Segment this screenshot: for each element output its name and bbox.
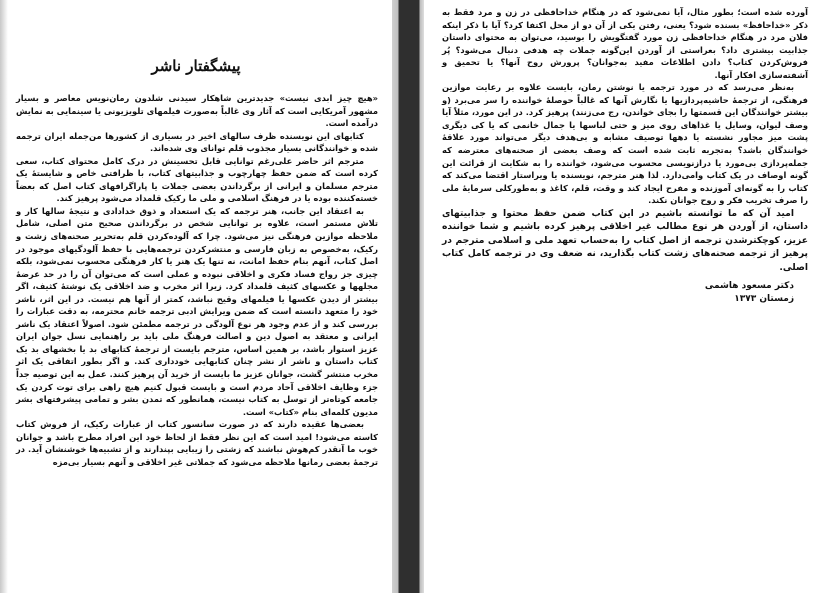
signature-block <box>442 280 808 306</box>
left-page-body <box>16 92 378 468</box>
paragraph: آورده شده است؛ بطور مثال، آیا نمی‌شود که در هنگام خداحافظی در زن و مرد فقط به ذکر «خداحافظ» بسنده شود؟ یعنی، رفتن یکی از آن دو از محل اکتفا کرد؟ آیا با ذکر اینکه فلان مرد در هنگام خداحافظی زن مورد گفتگویش را بوسید، می‌توان به محتوای داستان جذابیت بیشتری داد؟ بعراستی از آوردن این‌گونه جملات چه هدفی دنبال می‌شود؟ پُر فروش‌کردن کتاب؟ دادن اطلاعات مفید به‌جوانان؟ پرورش روح آنها؟ یا تحمیق و آشفته‌سازی افکار آنها. <box>442 7 808 80</box>
book-spine-gutter <box>392 0 424 593</box>
paragraph: امید آن که ما توانسته باشیم در این کتاب ضمن حفظ محتوا و جذابیتهای داستان، از آوردن هر نوع مطالب غیر اخلاقی پرهیز کرده باشیم و شما خواننده عزیز، کوچکترشدن ترجمه از اصل کتاب را به‌حساب تعهد ملی و اسلامی مترجم در پرهیز از ترجمه صحنه‌های زشت کتاب بگذارید، نه ضعف وی در ترجمه کامل کتاب اصلی. <box>442 207 808 273</box>
paragraph: بعضی‌ها عقیده دارند که در صورت سانسور کتاب از عبارات رکیک، از فروش کتاب کاسته می‌شود! امید است که این نظر فقط از لحاظ خود این افراد مطرح باشد و جوانان خوب ما آنقدر کم‌هوش نباشند که زشتی را زیبایی بپندارند و از تشبیه‌ها خوشنشان آید. در ترجمهٔ بعضی رمانها ملاحظه می‌شود که جملاتی غیر اخلاقی و آنهم بسیار بی‌مزه <box>16 419 378 467</box>
right-page-body <box>442 6 808 306</box>
paragraph: به اعتقاد این جانب، هنر ترجمه که یک استعداد و ذوق خدادادی و نتیجهٔ سالها کار و تلاش مستمر است، علاوه بر توانایی شخص در برگرداندن صحیح متن اصلی، شامل ملاحظه موازین فرهنگی نیز می‌شود. چرا که آلوده‌کردن قلم به‌تحریر صحنه‌های زشت و رکیک، به‌خصوص به زبان فارسی و منتشرکردن ترجمه‌هایی با حفظ آلودگیهای موجود در اصل کتاب، آنهم بنام حفظ امانت، نه تنها یک هنر یا کار فرهنگی محسوب نمی‌شود، بلکه چیزی جز رواج فساد فکری و اخلاقی نبوده و عملی است که می‌توان آن را در حد عرضهٔ مجلهها و عکسهای کثیف قلمداد کرد. زیرا اثر مخرب و ضد اخلاقی یک نوشتهٔ کثیف، اگر بیشتر از دیدن عکسها یا فیلمهای وقیح نباشد، کمتر از آنها هم نیست. در این اثر، ناشر خود را متعهد دانسته است که ضمن ویرایش ادبی ترجمه خانم محترمه، به دقت عبارات را بررسی کند و از عدم وجود هر نوع آلودگی در ترجمه مطمئن شود. اصولاً اعتقاد یک ناشر ایرانی و معتقد به اصول دین و اصالت فرهنگ ملی باید بر راهنمایی نسل جوان ایران عزیز استوار باشد، بر همین اساس، مترجم بایست از ترجمهٔ کتابهای بد یا بخشهای بد یک کتاب داستان و ناشر از نشر چنان کتابهایی خودداری کند. و اگر بطور اتفاقی یک اثر مخرب منتشر گشت، جوانان عزیز ما بایست از خرید آن پرهیز کنند. عمل به این توصیه جداً جزء وظایف اخلاقی آحاد مردم است و بایست قبول کنیم هیچ راهی برای توت کردن یک جامعه کوتاه‌تر از توسل به کتاب نیست، همانطور که تمدن بشر و تمامی پیشرفتهای بشر مدیون کلمه‌ای بنام «کتاب» است. <box>16 205 378 417</box>
signature-name: دکتر مسعود هاشمی <box>704 281 794 292</box>
paragraph: «هیچ چیز ابدی نیست» جدیدترین شاهکار سیدنی شلدون رمان‌نویس معاصر و بسیار مشهور آمریکایی است که آثار وی غالباً به‌صورت فیلمهای تلویزیونی یا سینمایی به نمایش درآمده است. <box>16 93 378 129</box>
signature-date: زمستان ۱۳۷۳ <box>734 294 794 305</box>
left-page <box>0 0 392 593</box>
paragraph: کتابهای این نویسنده ظرف سالهای اخیر در بسیاری از کشورها من‌جمله ایران ترجمه شده و خوانندگانی بسیار مجذوب قلم توانای وی شده‌اند. <box>16 130 378 154</box>
page-title: پیشگفتار ناشر <box>151 57 241 75</box>
paragraph: به‌نظر می‌رسد که در مورد ترجمه یا نوشتن رمان، بایست علاوه بر رعایت موازین فرهنگی، از ترجمهٔ حاشیه‌پردازیها یا نگارش آنها که غالباً حوصلهٔ خواننده را سر می‌برد (و بیشتر خوانندگان این قسمتها را بجای خواندن، رج می‌زنند) پرهیز کرد. در این مورد، مثلاً آیا وصف لیوان، وسایل یا غذاهای روی میز و حتی لباسها یا جمال خانمی که یا کی دیگری پشت میز مجاور نشسته یا دهها توصیف مشابه و بی‌هدف دیگر می‌تواند مورد علاقهٔ خوانندگان باشد؟ به‌تجربه ثابت شده است که وصف بعضی از صحنه‌های معترضه که جمله‌پردازی بی‌مورد یا درازنویسی محسوب می‌شود، خواننده را به شکایت از قرائت این گونه اوصاف در یک کتاب وامی‌دارد. لذا هنر مترجم، نویسنده یا ویراستار اقتضا می‌کند که کتاب را به گونه‌ای آموزنده و مفرح ایجاد کند و وقت، قلم، کاغذ و به‌طورکلی سرمایهٔ ملی را صرف تخریب فکر و روح جوانان نکند. <box>442 82 808 206</box>
paragraph: مترجم اثر حاضر علی‌رغم توانایی قابل تحسینش در درک کامل محتوای کتاب، سعی کرده است که ضمن حفظ چهارچوب و جذابیتهای کتاب، با ظرافتی خاص و شایستهٔ یک مترجم مسلمان و ایرانی از برگرداندن بعضی جملات یا پاراگرافهای کتاب اصل که بعضاً خسته‌کننده بوده یا در فرهنگ اسلامی و ملی ما رکیک قلمداد می‌شود پرهیز کند. <box>16 155 378 204</box>
page-edge-shadow <box>0 0 8 593</box>
right-page <box>424 0 822 593</box>
